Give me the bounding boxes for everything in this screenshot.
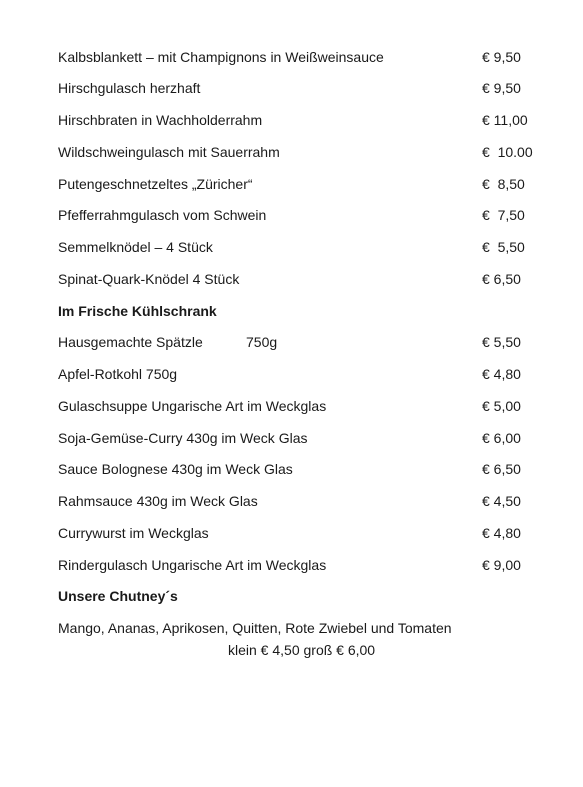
menu-item-name: Hirschbraten in Wachholderrahm [58, 112, 263, 128]
menu-item-price: € 7,50 [482, 207, 525, 223]
fridge-item [58, 459, 538, 479]
fridge-item [58, 555, 538, 575]
fridge-item-name: Soja-Gemüse-Curry 430g im Weck Glas [58, 430, 308, 446]
menu-item [58, 142, 538, 162]
menu-item-name: Pfefferrahmgulasch vom Schwein [58, 207, 267, 223]
menu-item-name: Wildschweingulasch mit Sauerrahm [58, 144, 280, 160]
menu-item [58, 269, 538, 289]
menu-item [58, 78, 538, 98]
menu-item-price: € 9,50 [482, 80, 521, 96]
fridge-item [58, 364, 538, 384]
fridge-item-price: € 6,00 [482, 430, 521, 446]
menu-item [58, 110, 538, 130]
fridge-item [58, 491, 538, 511]
menu-item [58, 205, 538, 225]
menu-item [58, 174, 538, 194]
fridge-item [58, 428, 538, 448]
fridge-item-weight: 750g [246, 334, 278, 350]
fridge-item [58, 332, 538, 352]
fridge-item-name: Hausgemachte Spätzle [58, 334, 203, 350]
chutney-varieties: Mango, Ananas, Aprikosen, Quitten, Rote Zwiebel und Tomaten [58, 620, 452, 636]
fridge-item-price: € 6,50 [482, 461, 521, 477]
menu-item-price: € 8,50 [482, 176, 525, 192]
fridge-item-name: Sauce Bolognese 430g im Weck Glas [58, 461, 293, 477]
fridge-item [58, 523, 538, 543]
menu-item [58, 237, 538, 257]
menu-item-name: Semmelknödel – 4 Stück [58, 239, 213, 255]
chutney-prices: klein € 4,50 groß € 6,00 [228, 642, 376, 658]
fridge-item-price: € 5,00 [482, 398, 521, 414]
fridge-item [58, 396, 538, 416]
fridge-item-price: € 9,00 [482, 557, 521, 573]
fridge-item-name: Rahmsauce 430g im Weck Glas [58, 493, 258, 509]
section-heading-chutneys: Unsere Chutney´s [58, 588, 178, 604]
menu-item-price: € 9,50 [482, 49, 521, 65]
fridge-item-price: € 4,80 [482, 525, 521, 541]
fridge-item-name: Apfel-Rotkohl 750g [58, 366, 178, 382]
fridge-item-name: Gulaschsuppe Ungarische Art im Weckglas [58, 398, 327, 414]
fridge-item-price: € 5,50 [482, 334, 521, 350]
fridge-item-price: € 4,80 [482, 366, 521, 382]
menu-item-name: Kalbsblankett – mit Champignons in Weißweinsauce [58, 49, 384, 65]
menu-item-price: € 5,50 [482, 239, 525, 255]
menu-item-name: Hirschgulasch herzhaft [58, 80, 201, 96]
fridge-item-name: Rindergulasch Ungarische Art im Weckglas [58, 557, 327, 573]
menu-item-price: € 10.00 [482, 144, 533, 160]
section-heading-fridge: Im Frische Kühlschrank [58, 303, 217, 319]
menu-item-name: Putengeschnetzeltes „Züricher“ [58, 176, 253, 192]
fridge-item-name: Currywurst im Weckglas [58, 525, 209, 541]
menu-item-price: € 6,50 [482, 271, 521, 287]
menu-item-name: Spinat-Quark-Knödel 4 Stück [58, 271, 240, 287]
menu-item [58, 47, 538, 67]
fridge-item-price: € 4,50 [482, 493, 521, 509]
menu-item-price: € 11,00 [482, 112, 528, 128]
